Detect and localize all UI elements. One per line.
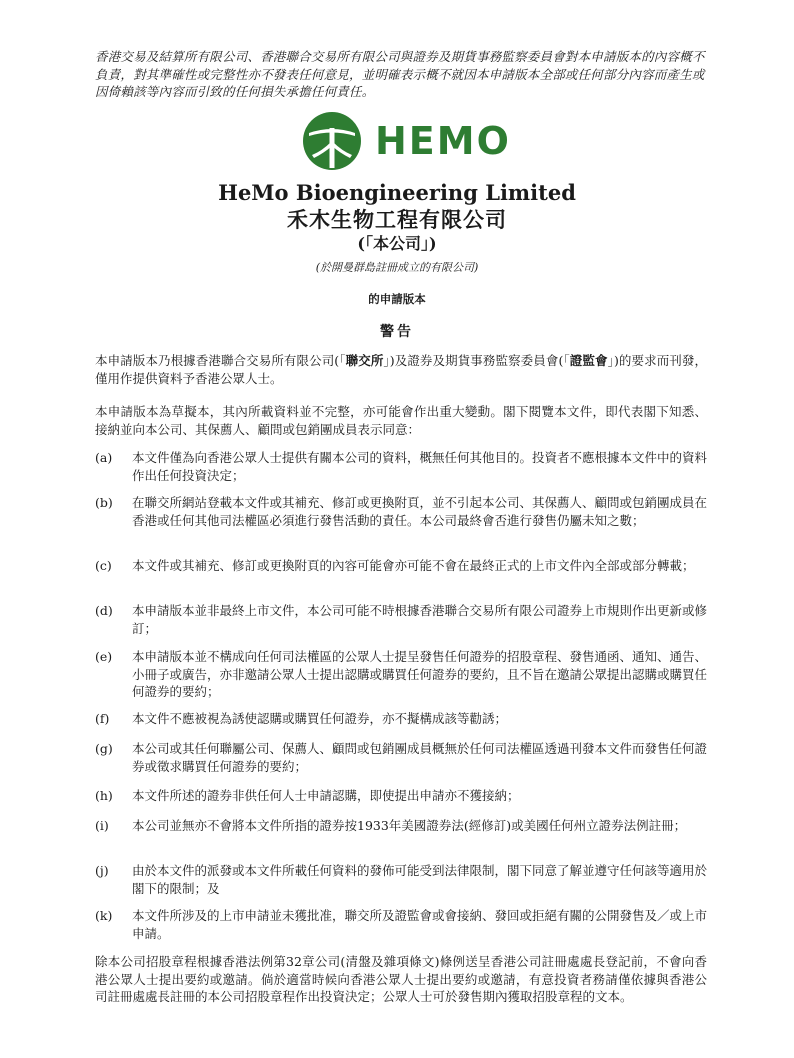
intro-text-2: 」)及證券及期貨事務監察委員會(「 [383, 353, 570, 368]
company-short-name: (「本公司」) [357, 234, 437, 253]
company-name-en: HeMo Bioengineering Limited [218, 180, 576, 205]
list-item-text: 本公司並無亦不會將本文件所指的證券按1933年美國證券法(經修訂)或美國任何州立證券法例註冊； [132, 818, 687, 833]
list-item-text: 本公司或其任何聯屬公司、保薦人、顧問或包銷團成員概無於任何司法權區透過刊發本文件而發售任何證券或徵求購買任何證券的要約； [132, 741, 708, 774]
list-item-text: 本申請版本並不構成向任何司法權區的公眾人士提呈發售任何證券的招股章程、發售通函、通知、通告、小冊子或廣告，亦非邀請公眾人士提出認購或購買任何證券的要約，且不旨在邀請公眾提出認購或購買任何證券的要約； [132, 649, 708, 699]
version-label: 的申請版本 [368, 292, 426, 306]
closing-paragraph: 除本公司招股章程根據香港法例第32章公司(清盤及雜項條文)條例送呈香港公司註冊處處長登記前，不會向香港公眾人士提出要約或邀請。倘於適當時候向香港公眾人士提出要約或邀請，有意投資者務請僅依據與香港公司註冊處處長註冊的本公司招股章程作出投資決定；公眾人士可於發售期內獲取招股章程的文本。 [95, 954, 707, 1004]
company-logo [300, 111, 511, 171]
list-item-text: 本文件所述的證券非供任何人士申請認購，即使提出申請亦不獲接納； [132, 788, 520, 803]
list-item-text: 本文件所涉及的上市申請並未獲批准，聯交所及證監會或會接納、發回或拒絕有關的公開發售及／或上市申請。 [132, 908, 708, 941]
list-item-label: (k) [95, 908, 113, 923]
intro-bold-sehk: 聯交所 [345, 353, 384, 368]
list-item-label: (g) [95, 741, 113, 756]
list-item-text: 在聯交所網站登載本文件或其補充、修訂或更換附頁，並不引起本公司、其保薦人、顧問或包銷團成員在香港或任何其他司法權區必須進行發售活動的責任。本公司最終會否進行發售仍屬未知之數； [132, 495, 708, 528]
list-item-label: (d) [95, 603, 113, 618]
list-item-text: 本文件不應被視為誘使認購或購買任何證券，亦不擬構成該等勸誘； [132, 711, 508, 726]
list-item-text: 本申請版本並非最終上市文件，本公司可能不時根據香港聯合交易所有限公司證券上市規則作出更新或修訂； [132, 603, 708, 636]
draft-notice-paragraph: 本申請版本為草擬本，其內所載資料並不完整，亦可能會作出重大變動。閣下閱覽本文件，即代表閣下知悉、接納並向本公司、其保薦人、顧問或包銷團成員表示同意： [95, 404, 707, 437]
disclaimer-text: 香港交易及結算所有限公司、香港聯合交易所有限公司與證券及期貨事務監察委員會對本申請版本的內容概不負責，對其準確性或完整性亦不發表任何意見，並明確表示概不就因本申請版本全部或任何部分內容而產生或因倚賴該等內容而引致的任何損失承擔任何責任。 [95, 49, 705, 99]
company-name-zh: 禾木生物工程有限公司 [287, 207, 507, 232]
intro-bold-sfc: 證監會 [569, 353, 608, 368]
hemo-leaf-icon [300, 111, 366, 171]
incorporation-note: (於開曼群島註冊成立的有限公司) [315, 261, 479, 274]
list-item-label: (i) [95, 818, 109, 833]
list-item-label: (f) [95, 711, 110, 726]
warning-title: 警告 [380, 324, 414, 340]
list-item-label: (a) [95, 450, 113, 465]
list-item-text: 本文件僅為向香港公眾人士提供有關本公司的資料，概無任何其他目的。投資者不應根據本文件中的資料作出任何投資決定； [132, 450, 708, 483]
list-item-label: (c) [95, 558, 112, 573]
intro-text-1: 本申請版本乃根據香港聯合交易所有限公司(「 [95, 353, 346, 368]
logo-wordmark: HEMO [375, 119, 511, 163]
intro-text-3: 」)的要求而刊發，僅用作提供資料予香港公眾人士。 [95, 353, 707, 386]
list-item-text: 本文件或其補充、修訂或更換附頁的內容可能會亦可能不會在最終正式的上市文件內全部或部分轉載； [132, 558, 695, 573]
intro-paragraph [95, 352, 707, 387]
list-item-label: (e) [95, 649, 113, 664]
list-item-label: (h) [95, 788, 113, 803]
list-item-text: 由於本文件的派發或本文件所載任何資料的發佈可能受到法律限制，閣下同意了解並遵守任何該等適用於閣下的限制；及 [132, 863, 708, 896]
list-item-label: (b) [95, 495, 113, 510]
list-item-label: (j) [95, 863, 109, 878]
